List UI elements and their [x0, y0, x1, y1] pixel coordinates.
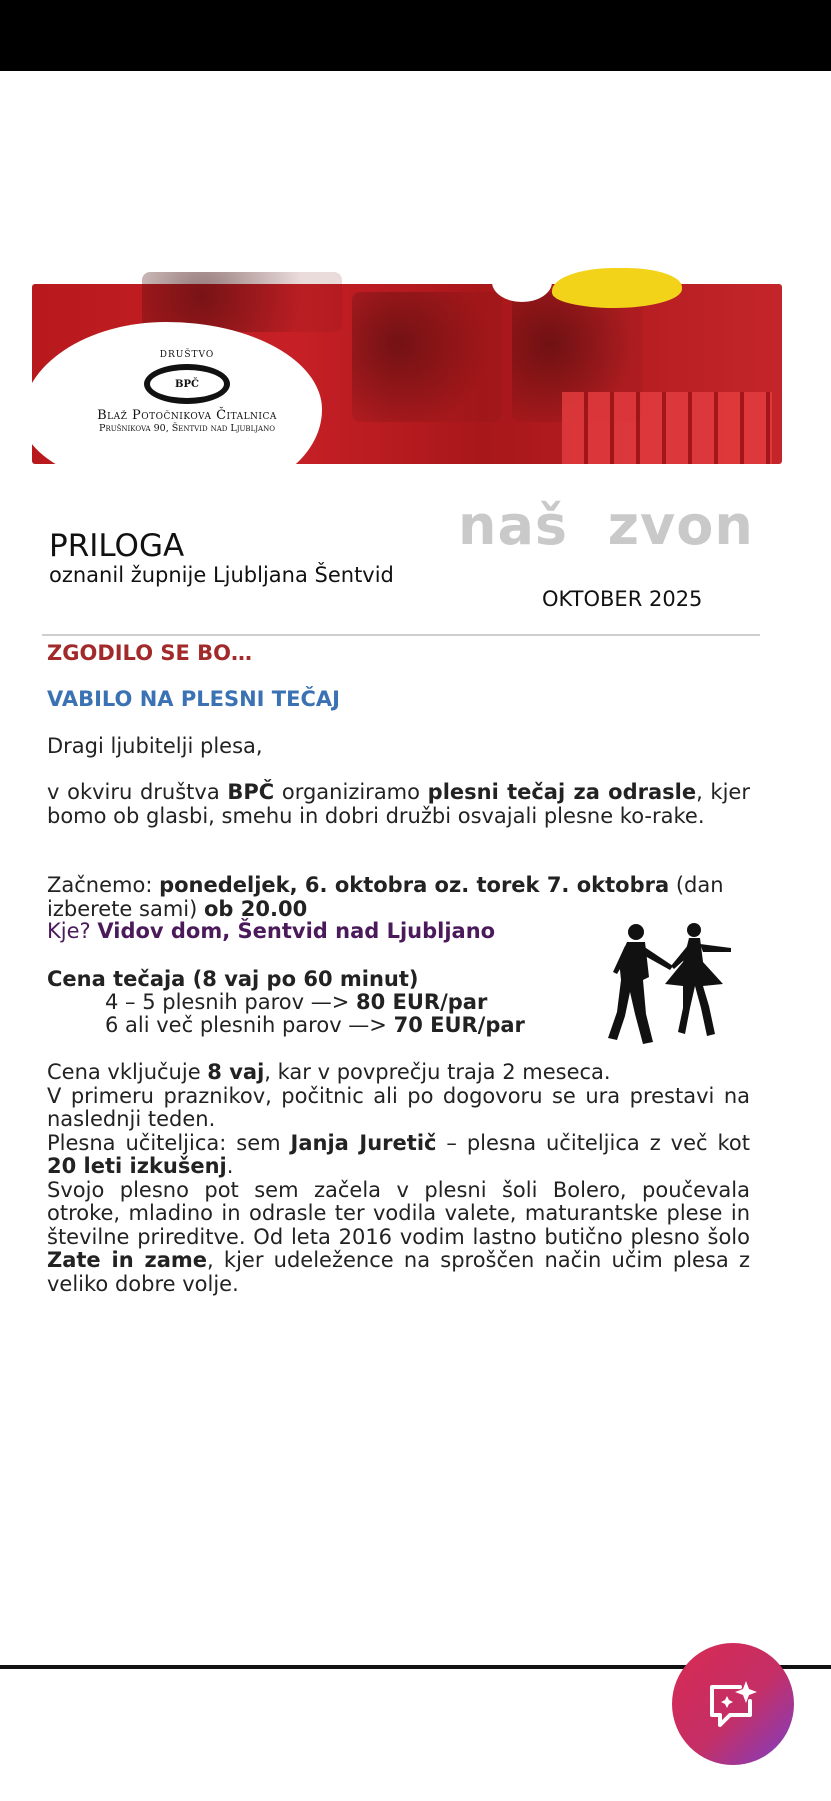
logo-name: Blaž Potočnikova Čitalnica: [97, 408, 277, 423]
banner-yellow-splash: [552, 268, 682, 308]
price-line-2: [105, 1014, 525, 1038]
section-heading-blue: VABILO NA PLESNI TEČAJ: [47, 687, 340, 711]
text-span: Cena vključuje: [47, 1060, 208, 1084]
banner-white-splash-small: [492, 262, 552, 302]
text-span: , kjer bomo ob glasbi, smehu in dobri družbi osvajali plesne ko-rake.: [47, 780, 750, 828]
page-title: PRILOGA: [49, 528, 185, 564]
text-span: – plesna učiteljica z več kot: [436, 1130, 751, 1155]
bold-span: 20 leti izkušenj: [47, 1154, 227, 1178]
bold-span: 70 EUR/par: [393, 1013, 525, 1037]
assistant-fab-button[interactable]: [672, 1643, 794, 1765]
banner-stage-steps: [562, 392, 772, 464]
bold-span: Janja Juretič: [290, 1130, 437, 1155]
intro-paragraph: [47, 781, 750, 828]
text-span: V primeru praznikov, počitnic ali po dogovoru se ura prestavi na naslednji teden.: [47, 1083, 750, 1131]
text-span: Plesna učiteljica: sem: [47, 1130, 291, 1155]
bold-span: plesni tečaj za odrasle: [427, 780, 697, 804]
bold-span: Zate in zame: [47, 1248, 208, 1272]
dancing-couple-icon: [603, 922, 738, 1050]
header-divider: [42, 634, 760, 636]
price-line-1: [105, 991, 487, 1015]
text-span: 4 – 5 plesnih parov —>: [105, 990, 356, 1014]
greeting: Dragi ljubitelji plesa,: [47, 734, 263, 758]
text-span: Kje?: [47, 919, 98, 943]
text-span: v okviru društva: [47, 780, 228, 804]
text-span: 6 ali več plesnih parov —>: [105, 1013, 394, 1037]
logo-oval-mark: [144, 364, 230, 404]
bold-span: 80 EUR/par: [356, 990, 488, 1014]
details-paragraph: [47, 1061, 750, 1296]
banner-photo-dancers: [352, 292, 502, 422]
page-subtitle: oznanil župnije Ljubljana Šentvid: [49, 563, 394, 587]
text-span: (dan izberete sami): [47, 873, 724, 921]
logo-small-text: DRUŠTVO: [159, 350, 215, 360]
header-banner: [22, 262, 782, 502]
bold-span: ponedeljek, 6. oktobra oz. torek 7. oktobra: [159, 873, 670, 897]
text-span: organiziramo: [274, 780, 428, 804]
bold-span: BPČ: [227, 780, 275, 804]
text-span: , kjer udeležence na sproščen način učim plesa z veliko dobre volje.: [47, 1248, 751, 1296]
text-span: .: [226, 1154, 234, 1178]
bpc-logo: [77, 350, 297, 434]
top-black-bar: [0, 0, 831, 71]
bold-span: 8 vaj: [207, 1060, 265, 1084]
issue-month: OKTOBER 2025: [542, 587, 703, 611]
text-span: Svojo plesno pot sem začela v plesni šoli Bolero, poučevala otroke, mladino in odrasle ter vodila valete, maturantske plese in številne prireditve. Od leta 2016 vodim lastno butično plesno šolo: [47, 1177, 750, 1249]
brand-title: naš zvon: [458, 494, 754, 557]
logo-address: Prušnikova 90, Šentvid nad Ljubljano: [99, 423, 275, 434]
bold-span: ob 20.00: [204, 896, 308, 921]
start-paragraph: [47, 874, 750, 921]
logo-mark-text: BPČ: [175, 378, 199, 390]
price-title: Cena tečaja (8 vaj po 60 minut): [47, 967, 419, 991]
text-span: , kar v povprečju traja 2 meseca.: [264, 1060, 611, 1084]
section-heading-red: ZGODILO SE BO…: [47, 641, 252, 665]
text-span: Začnemo:: [47, 873, 160, 897]
sparkle-chat-icon: [706, 1679, 760, 1729]
bold-span: Vidov dom, Šentvid nad Ljubljano: [97, 919, 496, 943]
